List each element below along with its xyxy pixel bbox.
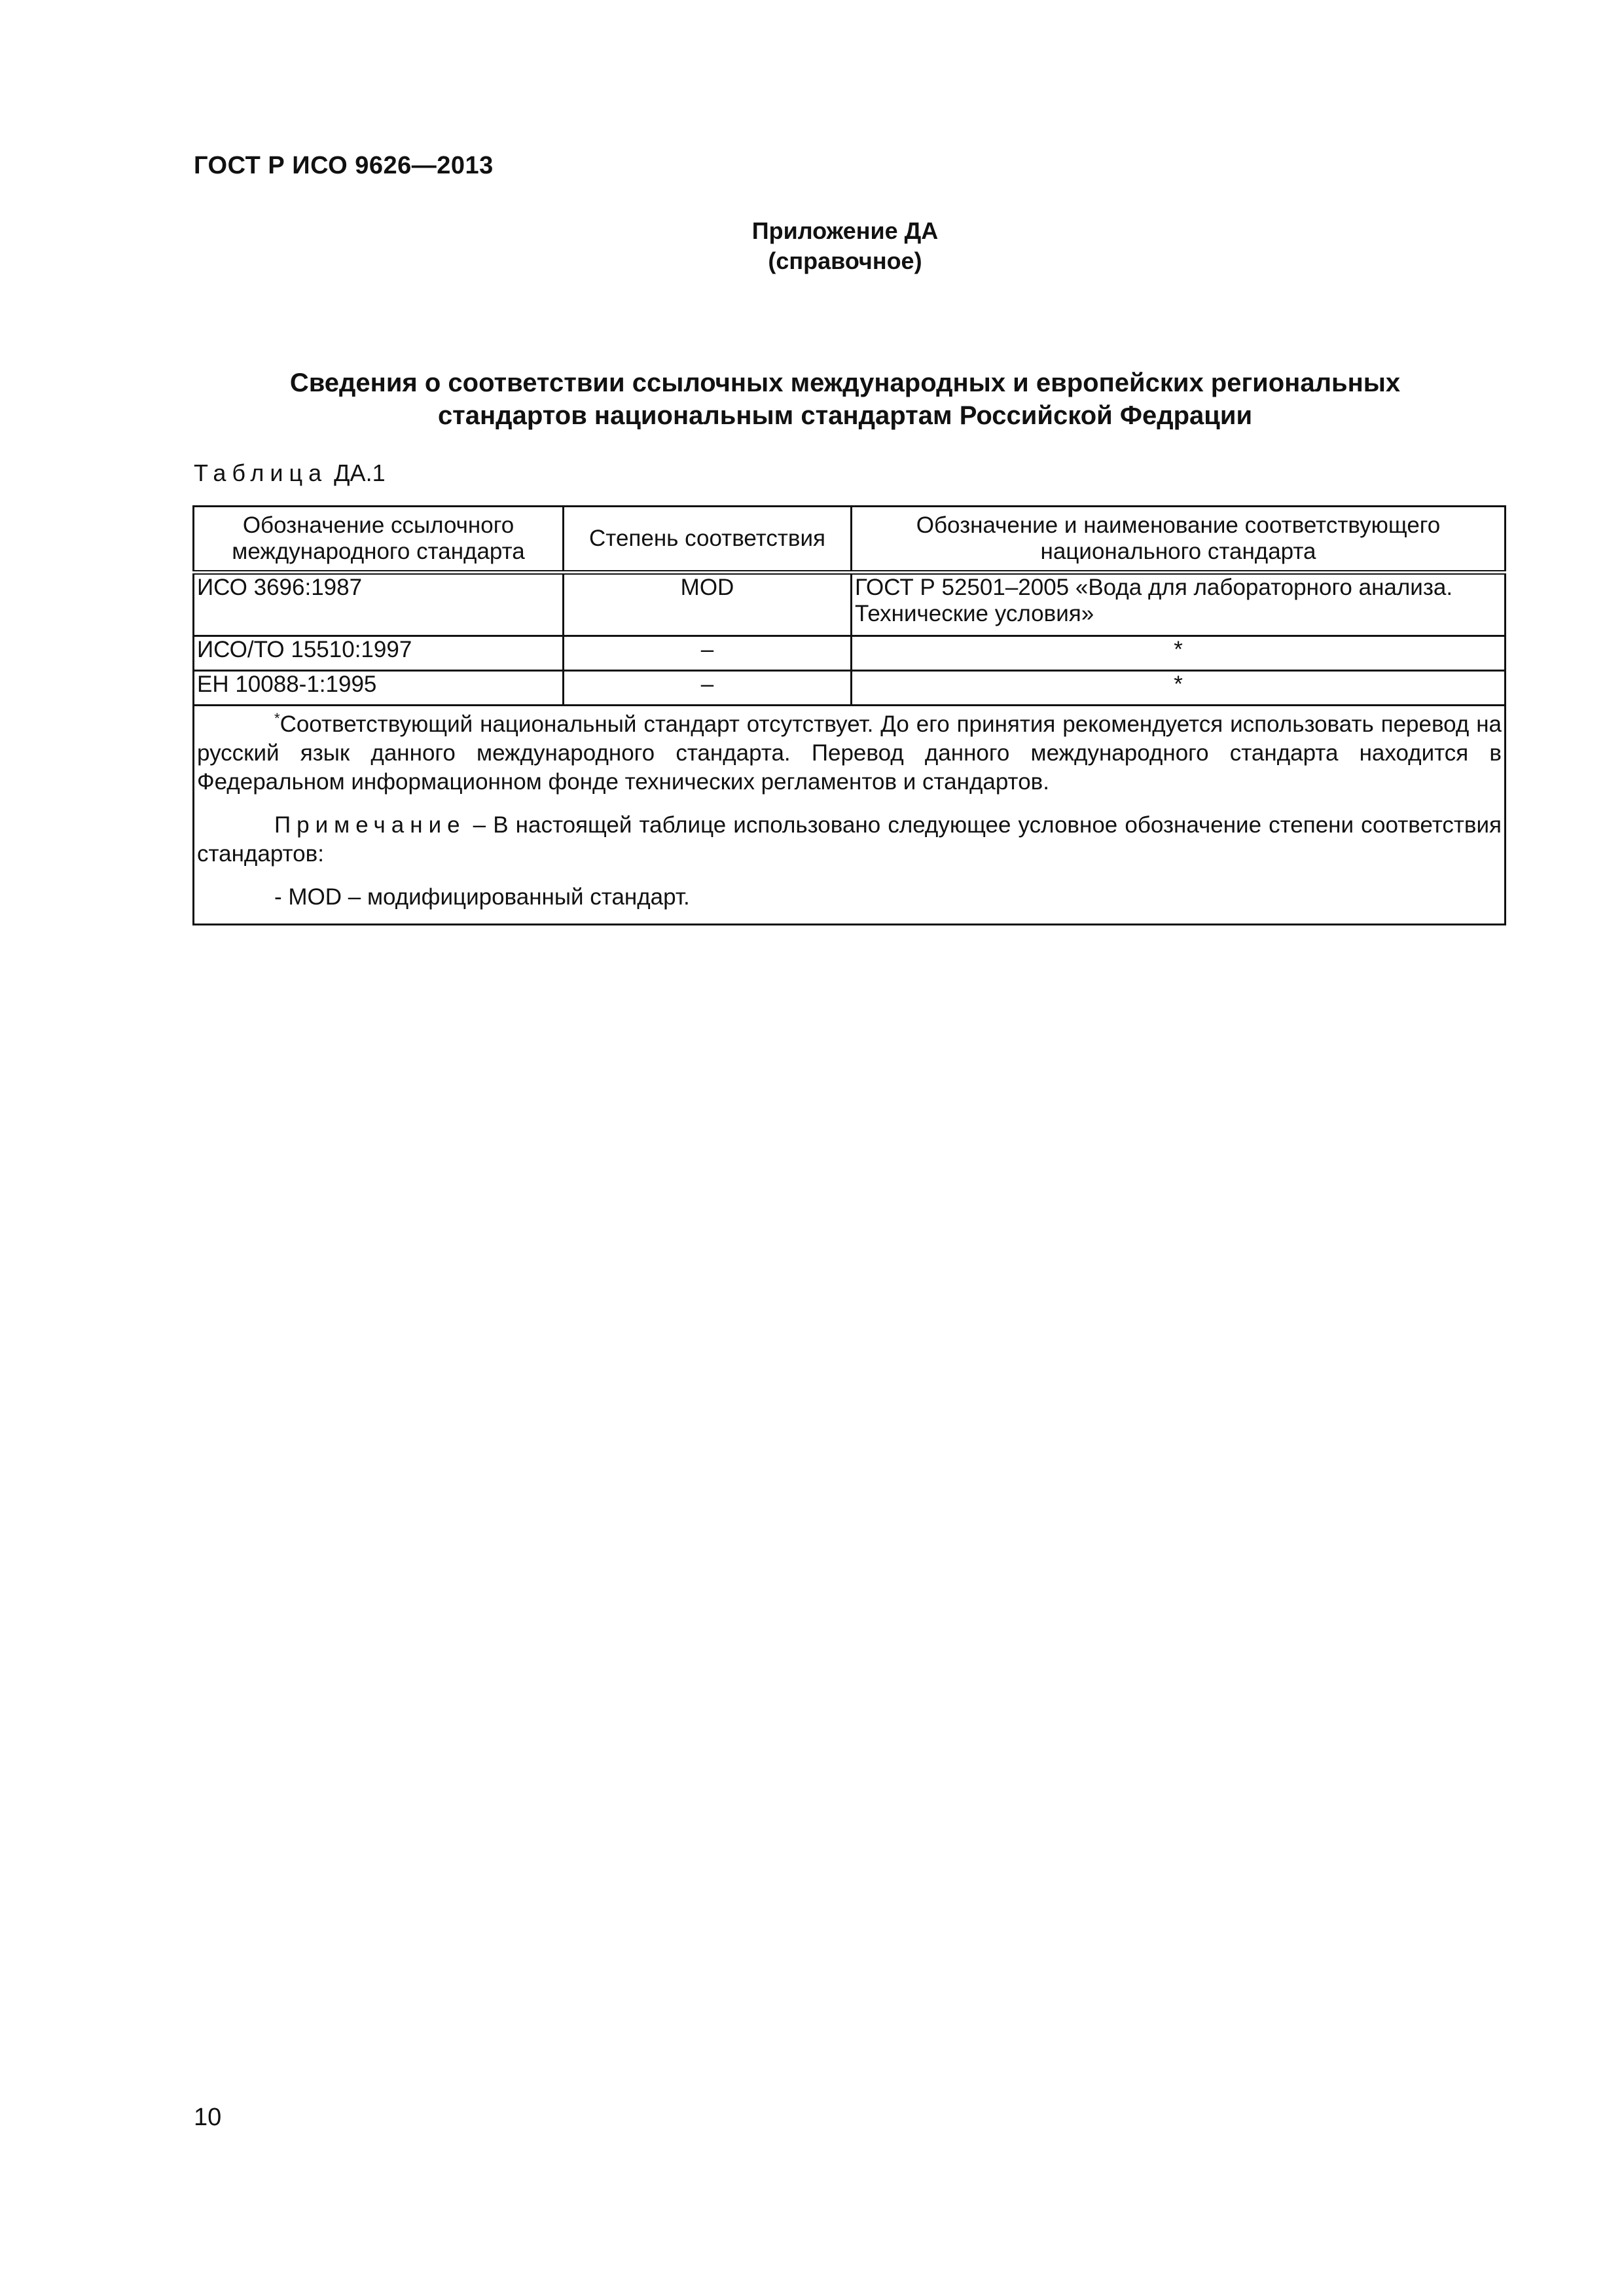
cell-designation: ИСО/ТО 15510:1997 bbox=[194, 636, 564, 671]
appendix-type: (справочное) bbox=[768, 247, 922, 274]
cell-degree: – bbox=[564, 636, 852, 671]
table-row bbox=[194, 636, 1506, 671]
header-national bbox=[852, 507, 1506, 573]
cell-national: * bbox=[852, 636, 1506, 671]
header-designation-line-2: международного стандарта bbox=[232, 539, 525, 564]
table-footer bbox=[194, 706, 1506, 925]
appendix-heading bbox=[194, 216, 1496, 276]
cell-degree: – bbox=[564, 671, 852, 706]
table-note bbox=[197, 811, 1502, 869]
table-header-row bbox=[194, 507, 1506, 573]
section-title-line-2: стандартов национальным стандартам Российской Федрации bbox=[437, 401, 1253, 430]
document-code: ГОСТ Р ИСО 9626—2013 bbox=[194, 152, 494, 179]
header-degree-line-1: Степень соответствия bbox=[589, 526, 825, 551]
footnote-mark: * bbox=[274, 710, 280, 726]
correspondence-table bbox=[192, 505, 1506, 925]
table-caption-number: ДА.1 bbox=[334, 459, 386, 486]
header-designation bbox=[194, 507, 564, 573]
section-title bbox=[194, 367, 1496, 432]
footnote bbox=[197, 710, 1502, 797]
table-row bbox=[194, 573, 1506, 636]
footnote-text: Соответствующий национальный стандарт отсутствует. До его принятия рекомендуется использовать перевод на русский язык данного международного стандарта. Перевод данного международного стандарта находится в Федеральном информационном фонде технических регламентов и стандартов. bbox=[197, 711, 1502, 795]
note-label: Примечание bbox=[274, 812, 466, 838]
section-title-line-1: Сведения о соответствии ссылочных международных и европейских региональных bbox=[289, 368, 1401, 397]
cell-degree: MOD bbox=[564, 573, 852, 636]
cell-national-line-2: Технические условия» bbox=[855, 601, 1094, 626]
table-footer-row bbox=[194, 706, 1506, 925]
header-designation-line-1: Обозначение ссылочного bbox=[242, 512, 514, 538]
cell-designation: ИСО 3696:1987 bbox=[194, 573, 564, 636]
table-caption-label: Таблица bbox=[194, 459, 328, 486]
cell-national bbox=[852, 573, 1506, 636]
note-text: – В настоящей таблице использовано следующее условное обозначение степени соответствия стандартов: bbox=[197, 812, 1502, 867]
appendix-title: Приложение ДА bbox=[751, 217, 939, 244]
legend-item: - MOD – модифицированный стандарт. bbox=[274, 884, 690, 910]
header-national-line-2: национального стандарта bbox=[1040, 539, 1316, 564]
header-degree bbox=[564, 507, 852, 573]
cell-national-line-1: ГОСТ Р 52501–2005 «Вода для лабораторного анализа. bbox=[855, 575, 1453, 600]
cell-designation: ЕН 10088-1:1995 bbox=[194, 671, 564, 706]
table-row bbox=[194, 671, 1506, 706]
header-national-line-1: Обозначение и наименование соответствующего bbox=[916, 512, 1441, 538]
page-number: 10 bbox=[194, 2104, 222, 2131]
cell-national: * bbox=[852, 671, 1506, 706]
table-caption bbox=[194, 459, 386, 487]
